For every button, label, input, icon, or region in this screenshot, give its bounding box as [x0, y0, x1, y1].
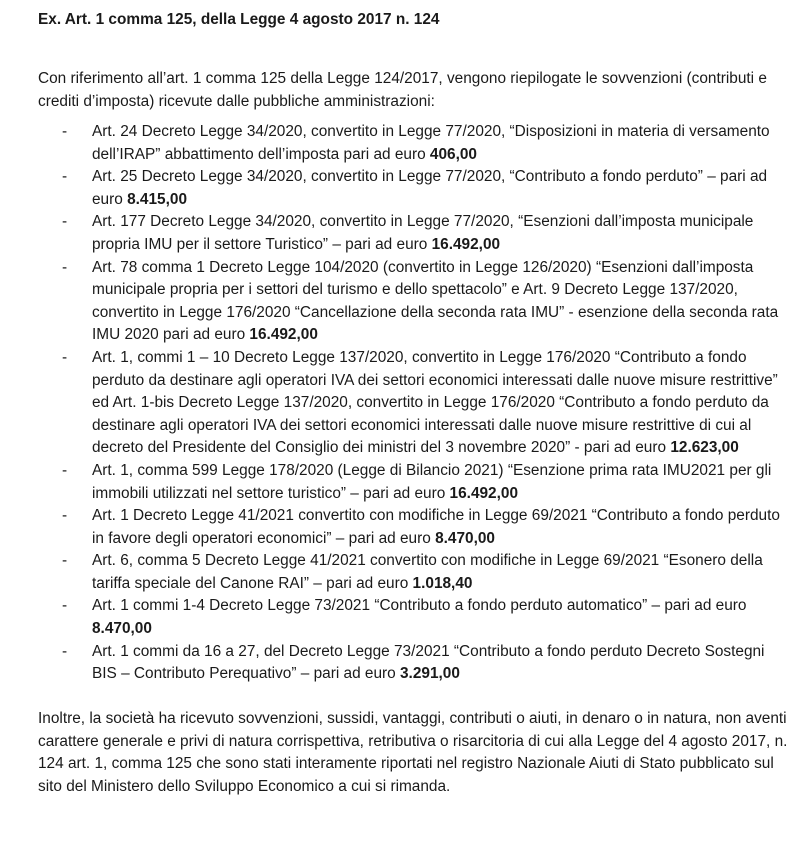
item-text: Art. 6, comma 5 Decreto Legge 41/2021 convertito con modifiche in Legge 69/2021 “Esonero della tariffa speciale del Canone RAI” – pari ad euro: [92, 552, 763, 592]
closing-paragraph: Inoltre, la società ha ricevuto sovvenzioni, sussidi, vantaggi, contributi o aiuti, in denaro o in natura, non aventi carattere generale e privi di natura corrispettiva, retributiva o risarcitoria di cui alla Legge del 4 agosto 2017, n. 124 art. 1, comma 125 che sono stati interamente riportati nel registro Nazionale Aiuti di Stato pubblicato sul sito del Ministero dello Sviluppo Economico a cui si rimanda.: [38, 710, 788, 795]
list-item: [0, 505, 800, 550]
item-amount: 8.470,00: [435, 529, 495, 547]
item-amount: 16.492,00: [431, 235, 501, 253]
list-item: [0, 347, 800, 460]
item-text: Art. 1, commi 1 – 10 Decreto Legge 137/2020, convertito in Legge 176/2020 “Contributo a fondo perduto da destinare agli operatori IVA dei settori economici interessati dalle nuove misure restrittive” ed Art. 1-bis Decreto Legge 137/2020, convertito in Legge 176/2020 “Contributo a fondo perduto da destinare agli operatori IVA dei settori economici interessati dalle nuove misure restrittive di cui al decreto del Presidente del Consiglio dei ministri del 3 novembre 2020” - pari ad euro: [92, 348, 778, 457]
bullet-dash: -: [62, 258, 68, 276]
list-item: [0, 460, 800, 505]
list-item: [0, 595, 800, 640]
item-amount: 16.492,00: [249, 326, 318, 344]
list-item: [0, 166, 800, 211]
item-amount: 8.470,00: [92, 620, 152, 638]
bullet-dash: -: [62, 123, 68, 140]
intro-paragraph: Con riferimento all’art. 1 comma 125 della Legge 124/2017, vengono riepilogate le sovvenzioni (contributi e crediti d’imposta) ricevute dalle pubbliche amministrazioni:: [38, 70, 767, 110]
bullet-dash: -: [62, 507, 68, 525]
list-item: [0, 211, 800, 256]
item-text: Art. 1 commi da 16 a 27, del Decreto Legge 73/2021 “Contributo a fondo perduto Decreto Sostegni BIS – Contributo Perequativo” – pari ad euro: [92, 642, 765, 683]
subsidy-list: [0, 121, 800, 686]
bullet-dash: -: [62, 597, 68, 615]
item-text: Art. 1 commi 1-4 Decreto Legge 73/2021 “Contributo a fondo perduto automatico” – pari ad euro: [92, 597, 747, 615]
item-amount: 1.018,40: [412, 574, 473, 592]
item-amount: 12.623,00: [670, 439, 739, 457]
item-text: Art. 1 Decreto Legge 41/2021 convertito con modifiche in Legge 69/2021 “Contributo a fondo perduto in favore degli operatori economici” – pari ad euro: [92, 507, 780, 547]
item-text: Art. 24 Decreto Legge 34/2020, convertito in Legge 77/2020, “Disposizioni in materia di versamento dell’IRAP” abbattimento dell’imposta pari ad euro: [92, 123, 770, 163]
item-text: Art. 177 Decreto Legge 34/2020, convertito in Legge 77/2020, “Esenzioni dall’imposta municipale propria IMU per il settore Turistico” – pari ad euro: [92, 213, 754, 253]
bullet-dash: -: [62, 552, 68, 570]
item-amount: 3.291,00: [400, 665, 460, 683]
list-item: [0, 257, 800, 347]
bullet-dash: -: [62, 168, 68, 186]
item-text: Art. 1, comma 599 Legge 178/2020 (Legge di Bilancio 2021) “Esenzione prima rata IMU2021 per gli immobili utilizzati nel settore turistico” – pari ad euro: [92, 461, 772, 502]
item-amount: 16.492,00: [449, 484, 519, 502]
item-amount: 406,00: [429, 145, 477, 163]
bullet-dash: -: [62, 461, 68, 479]
list-item: [0, 550, 800, 595]
item-text: Art. 25 Decreto Legge 34/2020, convertito in Legge 77/2020, “Contributo a fondo perduto” – pari ad euro: [92, 168, 768, 208]
item-text: Art. 78 comma 1 Decreto Legge 104/2020 (convertito in Legge 126/2020) “Esenzioni dall’imposta municipale propria per i settori del turismo e dello spettacolo” e Art. 9 Decreto Legge 137/2020, convertito in Legge 176/2020 “Cancellazione della seconda rata IMU” - esenzione della seconda rata IMU 2020 pari ad euro: [92, 258, 779, 344]
bullet-dash: -: [62, 642, 68, 660]
item-amount: 8.415,00: [127, 190, 188, 208]
list-item: [0, 121, 800, 166]
bullet-dash: -: [62, 348, 68, 366]
document-heading: Ex. Art. 1 comma 125, della Legge 4 agosto 2017 n. 124: [38, 11, 440, 28]
list-item: [0, 641, 800, 686]
bullet-dash: -: [62, 213, 68, 231]
